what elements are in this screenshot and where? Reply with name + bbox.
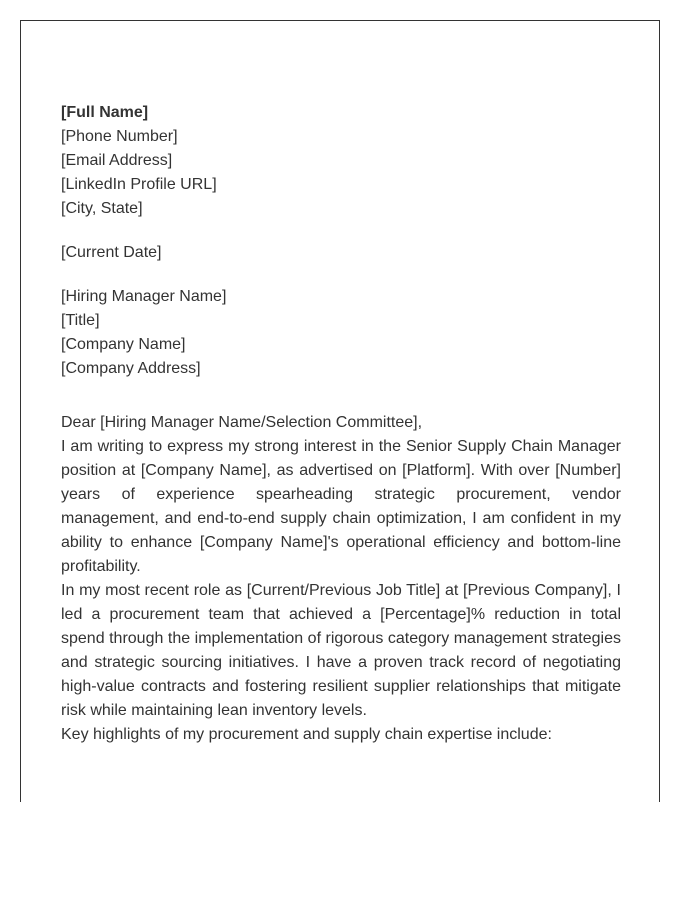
- sender-phone: [Phone Number]: [61, 128, 178, 145]
- sender-full-name: [Full Name]: [61, 104, 149, 121]
- recipient-address: [Company Address]: [61, 360, 201, 377]
- paragraph-intro: I am writing to express my strong interest in the Senior Supply Chain Manager position at [Company Name], as advertised on [Platform]. With over [Number] years of experience spearheading strategic procurement, vendor management, and end-to-end supply chain optimization, I am confident in my ability to enhance [Company Name]'s operational efficiency and bottom-line profitability.: [61, 438, 621, 575]
- sender-city-state: [City, State]: [61, 200, 143, 217]
- sender-block: [61, 101, 621, 221]
- letter-content: [61, 101, 621, 747]
- salutation: Dear [Hiring Manager Name/Selection Committee],: [61, 414, 423, 431]
- sender-email: [Email Address]: [61, 152, 173, 169]
- date-block: [61, 241, 621, 265]
- paragraph-highlights-intro: Key highlights of my procurement and supply chain expertise include:: [61, 726, 552, 743]
- recipient-title: [Title]: [61, 312, 100, 329]
- recipient-block: [61, 285, 621, 381]
- recipient-name: [Hiring Manager Name]: [61, 288, 227, 305]
- letter-date: [Current Date]: [61, 244, 162, 261]
- salutation-block: [61, 411, 621, 435]
- sender-linkedin: [LinkedIn Profile URL]: [61, 176, 217, 193]
- recipient-company: [Company Name]: [61, 336, 186, 353]
- paragraph-experience: In my most recent role as [Current/Previous Job Title] at [Previous Company], I led a procurement team that achieved a [Percentage]% reduction in total spend through the implementation of rigorous category management strategies and strategic sourcing initiatives. I have a proven track record of negotiating high-value contracts and fostering resilient supplier relationships that mitigate risk while maintaining lean inventory levels.: [61, 582, 621, 719]
- document-page: [20, 20, 660, 802]
